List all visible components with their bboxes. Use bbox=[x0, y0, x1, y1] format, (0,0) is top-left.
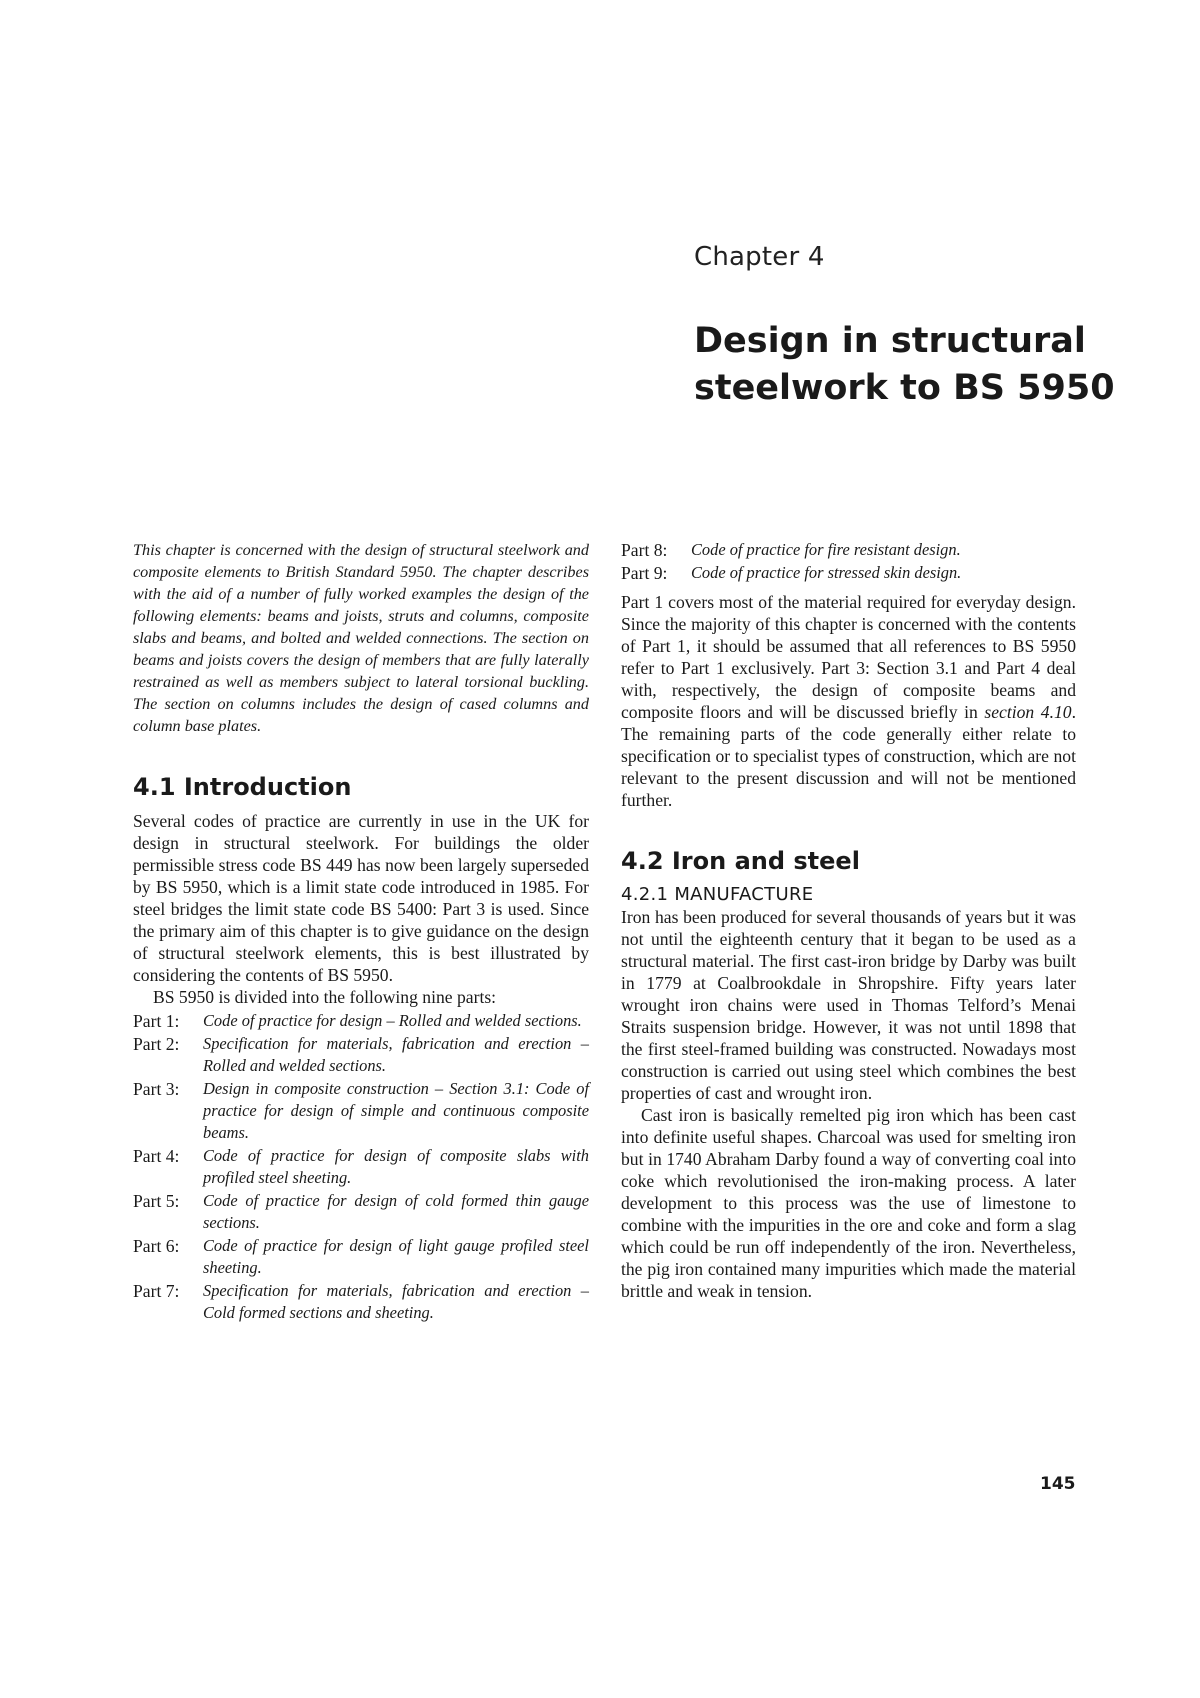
part-label: Part 9: bbox=[621, 563, 668, 583]
chapter-title: Design in structural steelwork to BS 5950 bbox=[694, 321, 1115, 408]
left-column bbox=[133, 539, 589, 1325]
part-description: Code of practice for design of composite slabs with profiled steel sheeting. bbox=[203, 1146, 589, 1187]
chapter-label: Chapter 4 bbox=[694, 242, 825, 272]
part-description: Code of practice for fire resistant design. bbox=[691, 540, 961, 559]
list-item bbox=[133, 1280, 589, 1324]
page-number: 145 bbox=[1040, 1474, 1076, 1494]
part-label: Part 5: bbox=[133, 1191, 180, 1211]
list-item bbox=[133, 1033, 589, 1077]
part-label: Part 7: bbox=[133, 1281, 180, 1301]
subsection-heading-manufacture: 4.2.1 MANUFACTURE bbox=[621, 884, 814, 905]
manufacture-paragraph-1: Iron has been produced for several thousands of years but it was not until the eighteenth century that it began to be used as a structural material. The first cast-iron bridge by Darby was built in 1779 at Coalbrookdale in Shropshire. Fifty years later wrought iron chains were used in Thomas Telford’s Menai Straits suspension bridge. However, it was not until 1898 that the first steel-framed building was constructed. Nowadays most construction is carried out using steel which combines the best properties of cast and wrought iron. bbox=[621, 907, 1076, 1103]
list-item bbox=[133, 1010, 589, 1032]
part-label: Part 4: bbox=[133, 1146, 180, 1166]
section-cross-reference: section 4.10 bbox=[984, 702, 1072, 722]
part-description: Specification for materials, fabrication and erection – Rolled and welded sections. bbox=[203, 1034, 589, 1075]
part-label: Part 2: bbox=[133, 1034, 180, 1054]
chapter-abstract: This chapter is concerned with the design of structural steelwork and composite elements to British Standard 5950. The chapter describes with the aid of a number of fully worked examples the design of the following elements: beams and joists, struts and columns, composite slabs and beams, and bolted and welded connections. The section on beams and joists covers the design of members that are fully laterally restrained as well as members subject to lateral torsional buckling. The section on columns includes the design of cased columns and column base plates. bbox=[133, 541, 589, 735]
right-column bbox=[621, 539, 1076, 1302]
intro-paragraph-3-start: Part 1 covers most of the material required for everyday design. Since the majority of this chapter is concerned with the contents of Part 1, it should be assumed that all references to BS 5950 refer to Part 1 exclusively. Part 3: Section 3.1 and Part 4 deal with, respectively, the design of composite beams and composite floors and will be discussed briefly in bbox=[621, 592, 1076, 722]
section-heading-introduction: 4.1 Introduction bbox=[133, 773, 352, 801]
part-description: Code of practice for design – Rolled and welded sections. bbox=[203, 1011, 582, 1030]
list-item bbox=[133, 1190, 589, 1234]
part-description: Specification for materials, fabrication and erection – Cold formed sections and sheeting. bbox=[203, 1281, 589, 1322]
intro-paragraph-2: BS 5950 is divided into the following nine parts: bbox=[153, 987, 497, 1007]
parts-list-left bbox=[133, 1010, 589, 1324]
list-item bbox=[133, 1078, 589, 1144]
section-heading-iron-and-steel: 4.2 Iron and steel bbox=[621, 847, 860, 875]
manufacture-paragraph-2: Cast iron is basically remelted pig iron which has been cast into definite useful shapes. Charcoal was used for smelting iron but in 1740 Abraham Darby found a way of converting coal into coke which revolutionised the iron-making process. A later development to this process was the use of limestone to combine with the impurities in the ore and coke and form a slag which could be run off independently of the iron. Nevertheless, the pig iron contained many impurities which made the material brittle and weak in tension. bbox=[621, 1105, 1076, 1301]
intro-paragraph-1: Several codes of practice are currently in use in the UK for design in structural steelwork. For buildings the older permissible stress code BS 449 has now been largely superseded by BS 5950, which is a limit state code introduced in 1985. For steel bridges the limit state code BS 5400: Part 3 is used. Since the primary aim of this chapter is to give guidance on the design of structural steelwork elements, this is best illustrated by considering the contents of BS 5950. bbox=[133, 811, 589, 985]
list-item bbox=[621, 539, 1076, 561]
part-description: Code of practice for design of light gauge profiled steel sheeting. bbox=[203, 1236, 589, 1277]
intro-paragraph-3 bbox=[621, 591, 1076, 811]
part-description: Code of practice for stressed skin design. bbox=[691, 563, 962, 582]
part-label: Part 1: bbox=[133, 1011, 180, 1031]
intro-paragraph-3-end: . The remaining parts of the code generally either relate to specification or to specialist types of construction, which are not relevant to the present discussion and will not be mentioned further. bbox=[621, 702, 1076, 810]
part-label: Part 6: bbox=[133, 1236, 180, 1256]
part-label: Part 8: bbox=[621, 540, 668, 560]
list-item bbox=[133, 1235, 589, 1279]
parts-list-right bbox=[621, 539, 1076, 584]
part-label: Part 3: bbox=[133, 1079, 180, 1099]
part-description: Design in composite construction – Section 3.1: Code of practice for design of simple and continuous composite beams. bbox=[203, 1079, 589, 1142]
part-description: Code of practice for design of cold formed thin gauge sections. bbox=[203, 1191, 589, 1232]
list-item bbox=[133, 1145, 589, 1189]
list-item bbox=[621, 562, 1076, 584]
